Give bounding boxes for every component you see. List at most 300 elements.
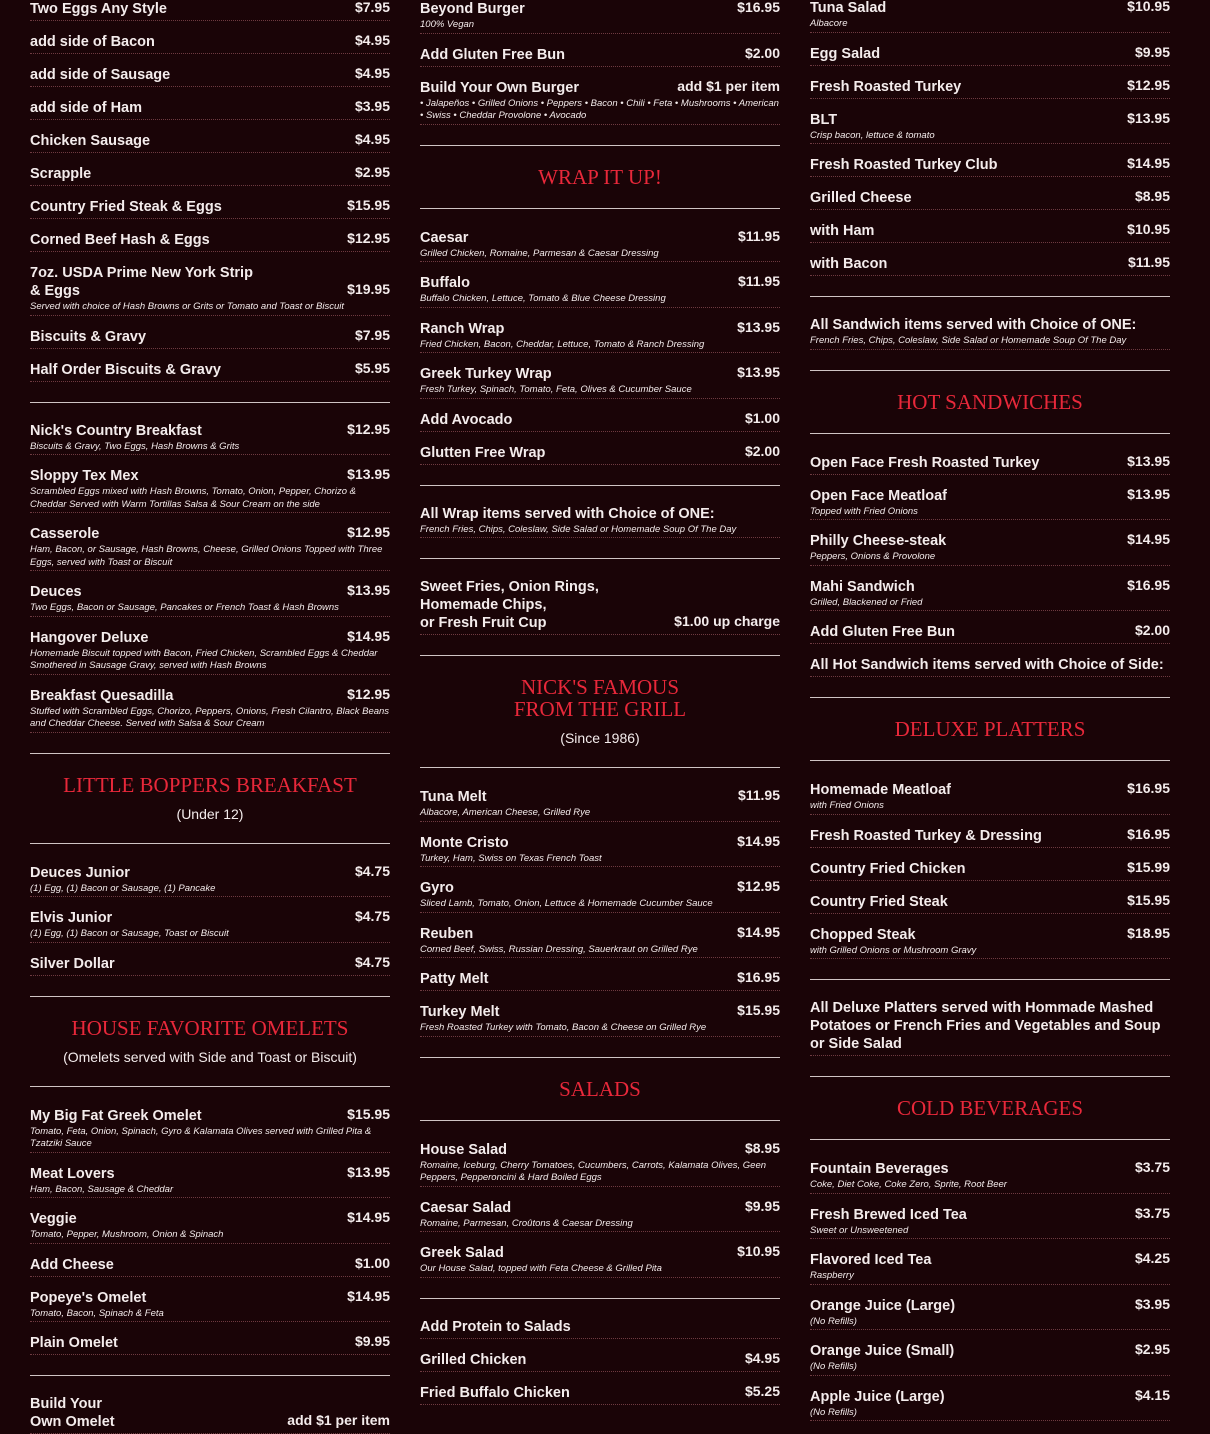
item-price: $11.95 [737,227,780,244]
menu-item [30,87,390,120]
item-price: $3.95 [1134,1295,1170,1312]
item-name: Philly Cheese-steak [810,533,947,549]
item-name: Plain Omelet [30,1335,118,1351]
item-description: Buffalo Chicken, Lettuce, Tomato & Blue Cheese Dressing [420,293,666,304]
item-name: My Big Fat Greek Omelet [30,1107,202,1124]
item-name: Fresh Roasted Turkey [810,78,962,95]
platters-list [810,769,1170,959]
item-name: Beyond Burger [420,1,525,17]
item-name: Build Your Own Omelet [30,1396,115,1430]
item-description: Peppers, Onions & Provolone [810,551,936,562]
item-price: $10.95 [1127,0,1170,14]
menu-item [810,644,1170,677]
item-price: $4.95 [354,65,390,81]
item-name: Sloppy Tex Mex [30,468,139,484]
item-price: $4.95 [354,32,390,48]
item-price: $14.95 [347,627,390,644]
item-description: (No Refills) [810,1315,857,1327]
menu-item [420,913,780,959]
item-name: Add Gluten Free Bun [810,624,955,640]
menu-item [30,943,390,976]
item-description: Romaine, Iceburg, Cherry Tomatoes, Cucumbers, Carrots, Kalamata Olives, Geen Peppers, Pepperoncini & Hard Boiled Eggs [420,1159,767,1183]
menu-column-middle [420,0,780,1405]
item-price: $7.95 [354,326,390,343]
item-price: $13.95 [1127,485,1170,502]
salads-title: SALADS [559,1076,641,1101]
menu-item [30,120,390,153]
cold-sandwich-list [810,0,1170,276]
item-name: Chopped Steak [810,926,916,943]
item-name: Elvis Junior [30,910,113,926]
item-price: $1.00 [354,1254,390,1271]
platters-title: DELUXE PLATTERS [894,717,1086,741]
item-name: Add Gluten Free Bun [420,46,565,63]
menu-item [810,144,1170,177]
menu-item [810,1376,1170,1422]
item-price: $5.95 [354,359,390,376]
grill-list [420,776,780,1037]
menu-item [810,99,1170,145]
section-divider [420,1120,780,1129]
wraps-title: WRAP IT UP! [538,164,662,189]
item-description: (No Refills) [810,1361,857,1372]
section-divider [810,760,1170,769]
item-price: $4.75 [354,862,390,879]
item-name: Sweet Fries, Onion Rings, Homemade Chips, or Fresh Fruit Cup [420,579,599,631]
item-name: Country Fried Chicken [810,860,966,877]
item-name: Turkey Melt [420,1004,500,1020]
menu-item [30,21,390,54]
item-price: $8.95 [744,1139,780,1156]
item-name: with Ham [810,223,875,239]
item-price: $14.95 [737,832,780,849]
item-name: All Hot Sandwich items served with Choice of Side: [810,657,1164,673]
item-price: $15.95 [1127,891,1170,908]
item-name: add side of Ham [30,100,142,116]
menu-item [810,987,1170,1056]
item-price: $10.95 [1127,221,1170,237]
menu-item [30,617,390,675]
item-description: with Fried Onions [810,800,884,811]
item-name: Open Face Fresh Roasted Turkey [810,454,1040,471]
item-name: Ranch Wrap [420,320,505,337]
menu-item [30,1153,390,1199]
item-description: Tomato, Pepper, Mushroom, Onion & Spinach [30,1229,224,1240]
item-description: Sliced Lamb, Tomato, Onion, Lettuce & Homemade Cucumber Sauce [420,898,713,909]
beverages-list [810,1148,1170,1421]
item-name: Add Avocado [420,411,513,428]
little-boppers-title: LITTLE BOPPERS BREAKFAST [63,772,357,797]
item-price: $4.95 [354,131,390,147]
item-name: Country Fried Steak [810,893,948,910]
item-name: Grilled Cheese [810,190,912,206]
item-price: $14.95 [347,1287,390,1304]
item-name: Silver Dollar [30,955,115,972]
item-description: Biscuits & Gravy, Two Eggs, Hash Browns & Grits [30,440,240,452]
item-price: $4.75 [354,908,390,924]
item-price: $14.95 [1127,531,1170,547]
menu-item [420,1187,780,1233]
item-name: Fried Buffalo Chicken [420,1384,570,1401]
menu-item [30,571,390,617]
item-name: add side of Bacon [30,34,155,50]
item-description: with Grilled Onions or Mushroom Gravy [810,944,977,956]
item-price: $9.95 [1134,43,1170,60]
item-name: Monte Cristo [420,834,509,851]
item-name: Glutten Free Wrap [420,444,546,461]
menu-item [810,815,1170,848]
menu-item [420,308,780,354]
item-description: Our House Salad, topped with Feta Cheese & Grilled Pita [420,1263,662,1274]
item-name: Tuna Melt [420,789,487,805]
item-price: add $1 per item [287,1412,390,1428]
section-divider [30,1086,390,1095]
item-name: Open Face Meatloaf [810,487,947,504]
item-description: Tomato, Feta, Onion, Spinach, Gyro & Kalamata Olives served with Grilled Pita & Tzatziki Sauce [30,1125,372,1149]
menu-item [810,1148,1170,1194]
menu-item [30,455,390,513]
item-description: Stuffed with Scrambled Eggs, Chorizo, Peppers, Onions, Fresh Cilantro, Black Beans and Cheddar Cheese. Served with Salsa & Sour Cream [30,705,390,729]
item-description: Romaine, Parmesan, Croûtons & Caesar Dressing [420,1217,633,1229]
item-price: $13.95 [737,364,780,380]
item-description: Sweet or Unsweetened [810,1224,909,1236]
item-name: Fresh Roasted Turkey Club [810,157,998,173]
menu-item [420,991,780,1037]
item-description: Two Eggs, Bacon or Sausage, Pancakes or French Toast & Hash Browns [30,602,339,613]
item-price: $2.95 [354,164,390,180]
item-price: $16.95 [737,0,780,15]
menu-item [810,769,1170,815]
item-name: Orange Juice (Large) [810,1297,956,1314]
item-name: All Sandwich items served with Choice of ONE: [810,317,1137,333]
menu-item [810,243,1170,276]
menu-item [30,54,390,87]
item-description: Raspberry [810,1270,854,1281]
item-description: Crisp bacon, lettuce & tomato [810,129,935,141]
item-price: $4.75 [354,953,390,970]
item-price: $5.25 [744,1382,780,1399]
menu-item [420,262,780,308]
menu-item [30,0,390,21]
section-divider [810,1139,1170,1148]
menu-item [30,1244,390,1277]
item-name: Egg Salad [810,45,881,62]
menu-item [30,252,390,316]
item-price: $12.95 [347,420,390,437]
item-price: $11.95 [737,787,780,803]
menu-item [420,1339,780,1372]
item-price: $14.95 [737,923,780,940]
item-name: Grilled Chicken [420,1351,527,1368]
grill-title: NICK'S FAMOUS FROM THE GRILL [513,675,687,721]
item-price: $19.95 [347,281,390,297]
menu-item [30,1198,390,1244]
omelets-title: HOUSE FAVORITE OMELETS [71,1015,349,1040]
item-name: House Salad [420,1141,508,1158]
menu-item [810,475,1170,521]
item-description: Turkey, Ham, Swiss on Texas French Toast [420,852,602,864]
item-description: Fresh Roasted Turkey with Tomato, Bacon & Cheese on Grilled Rye [420,1022,707,1033]
item-name: Orange Juice (Small) [810,1343,955,1359]
item-price: $11.95 [1127,254,1170,270]
item-name: Patty Melt [420,971,489,987]
build-your-own-omelet [30,1383,390,1434]
item-name: Half Order Biscuits & Gravy [30,361,221,378]
menu-item [810,304,1170,350]
breakfast-specials-list [30,410,390,733]
menu-item [420,399,780,432]
protein-heading-text: Add Protein to Salads [420,1318,571,1335]
breakfast-basics-list [30,0,390,382]
menu-item [420,1232,780,1278]
menu-item [810,177,1170,210]
little-boppers-list [30,852,390,976]
item-price: $13.95 [737,318,780,335]
item-name: Fresh Brewed Iced Tea [810,1206,967,1223]
item-price: $18.95 [1127,924,1170,941]
omelets-subtitle: (Omelets served with Side and Toast or Biscuit) [63,1048,357,1065]
item-name: Build Your Own Burger [420,79,579,96]
menu-item [420,0,780,34]
item-description: Ham, Bacon, Sausage & Cheddar [30,1183,174,1195]
section-divider [30,843,390,852]
beverages-title: COLD BEVERAGES [896,1096,1084,1120]
item-name: Meat Lovers [30,1165,115,1182]
menu-item [30,153,390,186]
menu-item [810,1330,1170,1376]
item-price: $12.95 [737,878,780,894]
item-price: $13.95 [347,466,390,482]
menu-item [420,67,780,125]
item-price: $4.15 [1134,1386,1170,1403]
item-description: Grilled Chicken, Romaine, Parmesan & Caesar Dressing [420,247,659,259]
menu-item [30,316,390,349]
item-description: (1) Egg, (1) Bacon or Sausage, Toast or Biscuit [30,928,229,939]
menu-item [810,914,1170,960]
sandwich-side-note [810,304,1170,350]
item-price: $11.95 [737,273,780,289]
wraps-side-note [420,493,780,539]
item-price: $16.95 [1127,825,1170,842]
item-name: Deuces Junior [30,864,130,881]
menu-item [30,1277,390,1323]
hot-sandwich-list [810,442,1170,645]
item-price: $1.00 [744,409,780,426]
item-name: Flavored Iced Tea [810,1252,932,1268]
section-divider [810,433,1170,442]
item-name: Biscuits & Gravy [30,328,147,345]
item-name: 7oz. USDA Prime New York Strip & Eggs [30,265,253,299]
item-name: Mahi Sandwich [810,578,915,595]
menu-item [420,822,780,868]
item-name: Deuces [30,584,82,600]
menu-item [420,217,780,263]
item-description: Ham, Bacon, or Sausage, Hash Browns, Cheese, Grilled Onions Topped with Three Eggs, served with Toast or Biscuit [30,544,383,568]
item-price: $4.95 [744,1349,780,1366]
platters-side-note [810,987,1170,1056]
item-price: $13.95 [347,582,390,598]
item-price: $16.95 [1127,780,1170,796]
menu-item [810,881,1170,914]
item-price: $4.25 [1134,1250,1170,1266]
item-price: $12.95 [347,230,390,246]
menu-item [420,493,780,539]
menu-item [30,897,390,943]
item-description: (1) Egg, (1) Bacon or Sausage, (1) Pancake [30,882,216,894]
menu-item [420,867,780,913]
item-name: Apple Juice (Large) [810,1388,945,1405]
menu-item [420,1372,780,1405]
menu-item [810,33,1170,66]
section-divider [420,767,780,776]
item-name: with Bacon [810,256,888,272]
item-description: Albacore [810,18,848,29]
hot-sandwiches-title: HOT SANDWICHES [897,389,1083,414]
item-price: $2.00 [1134,622,1170,638]
item-name: Country Fried Steak & Eggs [30,199,222,215]
menu-item [30,186,390,219]
item-name: All Wrap items served with Choice of ONE: [420,505,715,522]
menu-item [30,349,390,382]
burger-list [420,0,780,125]
item-price: $3.75 [1134,1204,1170,1221]
menu-column-left [30,0,390,1434]
wraps-upcharge [420,566,780,635]
item-name: Chicken Sausage [30,133,151,149]
item-price: $15.95 [347,197,390,213]
item-price: $14.95 [1127,155,1170,171]
item-price: $9.95 [354,1333,390,1349]
item-name: Fresh Roasted Turkey & Dressing [810,827,1042,844]
item-name: Greek Salad [420,1245,504,1261]
item-description: Grilled, Blackened or Fried [810,596,923,608]
wraps-list [420,217,780,465]
menu-item [810,442,1170,475]
menu-item [810,848,1170,881]
item-name: Popeye's Omelet [30,1289,147,1306]
item-name: Scrapple [30,166,92,182]
item-price: $9.95 [744,1197,780,1214]
menu-item [810,210,1170,243]
menu-item [30,1322,390,1355]
item-name: Casserole [30,526,100,542]
item-name: Reuben [420,925,474,942]
menu-item [30,513,390,571]
item-price: $3.75 [1134,1159,1170,1175]
menu-item [420,353,780,399]
item-description: Albacore, American Cheese, Grilled Rye [420,807,591,818]
item-name: add side of Sausage [30,67,171,83]
menu-item [810,520,1170,566]
menu-item [30,852,390,898]
item-description: (No Refills) [810,1406,857,1418]
item-name: Gyro [420,880,454,896]
item-name: BLT [810,111,838,128]
hot-sandwich-side-note [810,644,1170,677]
menu-item [420,1129,780,1187]
grill-subtitle: (Since 1986) [560,730,640,746]
section-divider [420,208,780,217]
menu-item [810,0,1170,33]
menu-item [30,410,390,456]
item-price: $15.95 [737,1002,780,1018]
item-description: French Fries, Chips, Coleslaw, Side Salad or Homemade Soup Of The Day [810,335,1127,346]
item-price: add $1 per item [677,77,780,94]
menu-item [810,1194,1170,1240]
item-price: $7.95 [354,0,390,15]
item-name: Greek Turkey Wrap [420,366,552,382]
salads-list [420,1129,780,1278]
item-name: Veggie [30,1211,77,1227]
item-name: Corned Beef Hash & Eggs [30,232,210,248]
item-description: Fried Chicken, Bacon, Cheddar, Lettuce, Tomato & Ranch Dressing [420,338,705,350]
menu-item [810,1285,1170,1331]
item-name: Tuna Salad [810,0,887,16]
menu-item [420,34,780,67]
menu-item [810,1239,1170,1285]
item-price: $12.95 [347,685,390,702]
menu-item [420,776,780,822]
item-description: Fresh Turkey, Spinach, Tomato, Feta, Olives & Cucumber Sauce [420,384,692,395]
item-name: Add Cheese [30,1256,114,1273]
menu-item [810,66,1170,99]
menu-item [30,219,390,252]
item-price: $15.99 [1127,858,1170,875]
item-price: $13.95 [347,1163,390,1180]
item-name: All Deluxe Platters served with Hommade Mashed Potatoes or French Fries and Vegetables and Soup or Side Salad [810,1000,1161,1052]
item-price: $8.95 [1134,188,1170,204]
protein-list [420,1339,780,1405]
item-description: 100% Vegan [420,19,475,30]
item-description: Tomato, Bacon, Spinach & Feta [30,1307,164,1319]
menu-column-right [810,0,1170,1421]
menu-item [810,566,1170,612]
item-price: $2.00 [744,442,780,459]
item-price: $10.95 [737,1243,780,1259]
item-price: $2.95 [1134,1341,1170,1357]
item-name: Caesar Salad [420,1199,512,1216]
item-description: • Jalapeños • Grilled Onions • Peppers • Bacon • Chili • Feta • Mushrooms • American • Swiss • Cheddar Provolone • Avocado [420,97,779,121]
menu-item [420,432,780,465]
item-name: Buffalo [420,275,470,291]
item-name: Two Eggs Any Style [30,1,167,17]
item-price: $16.95 [737,969,780,985]
menu-item [30,1383,390,1434]
menu-item [30,675,390,733]
protein-heading [420,1306,780,1339]
item-price: $3.95 [354,98,390,114]
item-price: $12.95 [347,524,390,540]
item-name: Nick's Country Breakfast [30,422,202,439]
item-description: Topped with Fried Onions [810,505,918,517]
menu-item [420,958,780,991]
item-price: $16.95 [1127,576,1170,593]
item-name: Caesar [420,229,469,246]
item-price: $14.95 [347,1209,390,1225]
menu-item [420,566,780,635]
item-name: Hangover Deluxe [30,629,149,646]
item-price: $13.95 [1127,109,1170,126]
item-description: French Fries, Chips, Coleslaw, Side Salad or Homemade Soup Of The Day [420,523,737,535]
item-price: $12.95 [1127,76,1170,93]
item-description: Scrambled Eggs mixed with Hash Browns, Tomato, Onion, Pepper, Chorizo & Cheddar Served with Warm Tortillas Salsa & Sour Cream on the side [30,486,356,510]
item-name: Fountain Beverages [810,1161,949,1177]
omelets-list [30,1095,390,1356]
item-description: Served with choice of Hash Browns or Grits or Tomato and Toast or Biscuit [30,301,344,312]
item-price: $1.00 up charge [674,613,780,629]
item-description: Homemade Biscuit topped with Bacon, Fried Chicken, Scrambled Eggs & Cheddar Smothered in Sausage Gravy, served with Hash Browns [30,647,378,671]
item-description: Coke, Diet Coke, Coke Zero, Sprite, Root Beer [810,1179,1007,1190]
